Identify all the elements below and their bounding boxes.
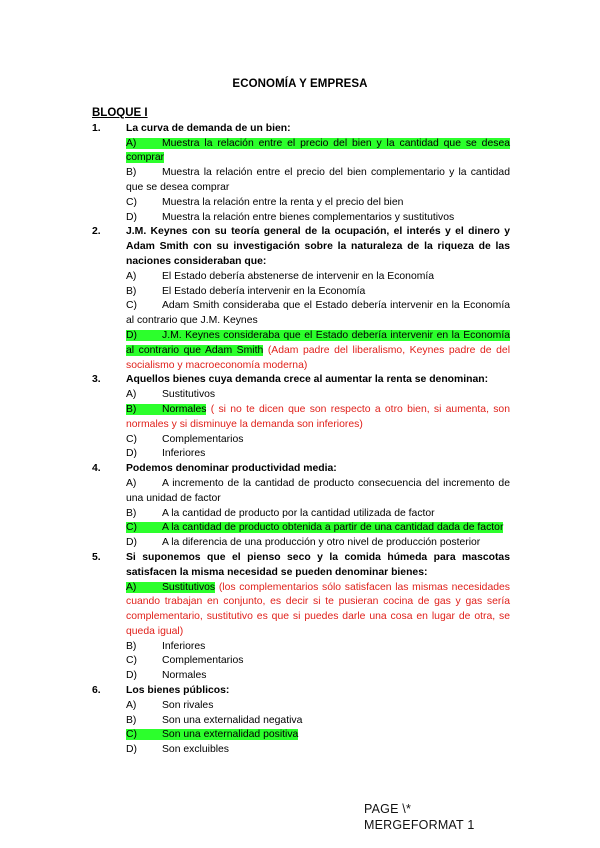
answer-option [126,166,510,196]
option-letter: B) [126,714,137,726]
answer-body [126,715,302,726]
answer-body [126,670,206,681]
answer-option [126,285,510,300]
correct-answer-highlight [126,729,298,740]
option-letter: C) [126,655,137,667]
answer-option [126,403,510,433]
answer-body [126,286,365,297]
option-text: El Estado debería intervenir en la Economía [162,285,366,297]
question-text: J.M. Keynes con su teoría general de la ocupación, el interés y el dinero y Adam Smith con su investigación sobre la naturaleza de la riqueza de las naciones consideraban que: [126,226,510,267]
option-letter: A) [126,699,137,711]
option-text: A la diferencia de una producción y otro nivel de producción posterior [162,537,481,549]
option-text: Normales [162,403,207,415]
option-letter: A) [126,389,137,401]
answer-option [126,433,510,448]
correct-answer-highlight [126,404,206,415]
answer-option [126,270,510,285]
answer-option [126,536,510,551]
answer-body [126,700,213,711]
answer-option [126,640,510,655]
answer-body [126,478,510,504]
answer-body [126,448,205,459]
question-text: Aquellos bienes cuya demanda crece al aumentar la renta se denominan: [126,374,489,386]
option-text: Son una externalidad positiva [162,729,299,741]
answer-option [126,507,510,522]
answer-option [126,299,510,329]
option-text: Muestra la relación entre el precio del bien y la cantidad que se desea comprar [126,137,510,164]
option-text: Adam Smith consideraba que el Estado debería intervenir en la Economía al contrario que J.M. Keynes [126,300,510,327]
option-text: Muestra la relación entre la renta y el precio del bien [162,196,404,208]
answer-option [126,447,510,462]
option-letter: D) [126,537,137,549]
question-text: Podemos denominar productividad media: [126,463,337,475]
question-number: 5. [92,551,101,563]
answer-option [126,388,510,403]
option-text: Son rivales [162,699,214,711]
option-text: A la cantidad de producto por la cantidad utilizada de factor [162,507,435,519]
option-text: Son una externalidad negativa [162,714,303,726]
question-number: 2. [92,226,101,238]
question [92,462,510,477]
correct-answer-highlight [126,522,503,533]
question-number: 6. [92,685,101,697]
option-text: El Estado debería abstenerse de intervenir en la Economía [162,270,435,282]
answer-option [126,743,510,758]
answer-option [126,654,510,669]
option-letter: C) [126,196,137,208]
question-number: 1. [92,122,101,134]
option-letter: B) [126,507,137,519]
option-letter: D) [126,211,137,223]
question-text: Si suponemos que el pienso seco y la comida húmeda para mascotas satisfacen la misma necesidad se pueden denominar bienes: [126,551,510,578]
answer-option [126,521,510,536]
option-letter: A) [126,581,137,593]
option-text: Complementarios [162,655,244,667]
option-letter: D) [126,670,137,682]
question-list [92,122,510,758]
answer-option [126,669,510,684]
footer-line-2: MERGEFORMAT 1 [364,818,475,832]
answer-body [126,271,434,282]
answer-body [126,167,510,193]
answer-body [126,508,435,519]
option-text: Muestra la relación entre bienes complementarios y sustitutivos [162,211,455,223]
option-letter: A) [126,270,137,282]
answer-body [126,744,229,755]
option-letter: D) [126,744,137,756]
document-title: ECONOMÍA Y EMPRESA [232,78,368,90]
option-text: Sustitutivos [162,581,216,593]
option-text: A incremento de la cantidad de producto consecuencia del incremento de una unidad de factor [126,477,510,504]
answer-body [126,655,243,666]
answer-option [126,329,510,373]
option-letter: A) [126,137,137,149]
annotation-note: ( si no te dicen que son respecto a otro bien, si aumenta, son normales y si disminuye la demanda son inferiores) [126,403,510,430]
option-letter: B) [126,167,137,179]
question-block [92,106,510,758]
option-text: Muestra la relación entre el precio del bien complementario y la cantidad que se desea comprar [126,167,510,193]
answer-body [126,434,243,445]
answer-option [126,728,510,743]
question [92,684,510,699]
question-number: 4. [92,463,101,475]
option-text: J.M. Keynes consideraba que el Estado debería intervenir en la Economía al contrario que Adam Smith [126,329,510,356]
answer-body [126,197,403,208]
option-text: Complementarios [162,433,244,445]
annotation-note: (Adam padre del liberalismo, Keynes padre de del socialismo y macroeconomía moderna) [126,344,511,371]
option-letter: C) [126,522,137,534]
option-letter: A) [126,477,137,489]
option-text: Sustitutivos [162,389,216,401]
correct-answer-highlight [126,582,215,593]
answer-body [126,389,215,400]
question [92,122,510,137]
answer-body [126,641,205,652]
option-text: A la cantidad de producto obtenida a partir de una cantidad dada de factor [162,522,504,534]
option-letter: C) [126,433,137,445]
option-letter: B) [126,285,137,297]
answer-option [126,211,510,226]
question [92,551,510,581]
option-text: Normales [162,670,207,682]
answer-body [126,300,510,326]
footer-line-1: PAGE \* [364,802,412,816]
option-letter: C) [126,729,137,741]
answer-body [126,212,454,223]
option-text: Son excluibles [162,744,230,756]
question-number: 3. [92,374,101,386]
page-footer [364,801,474,833]
option-letter: B) [126,403,137,415]
answer-option [126,196,510,211]
correct-answer-highlight [126,138,510,164]
option-letter: C) [126,300,137,312]
answer-body [126,537,480,548]
option-text: Inferiores [162,448,206,460]
answer-option [126,477,510,507]
question [92,225,510,269]
answer-option [126,137,510,167]
question-text: La curva de demanda de un bien: [126,122,291,134]
option-text: Inferiores [162,640,206,652]
annotation-note: (los complementarios sólo satisfacen las mismas necesidades cuando trabajan en conjunto, es decir si te pusieran cocina de gas y gas sería complementario, sustitutivo es que si puedes darle una cosa en lugar de otra, se queda igual) [126,581,510,637]
section-title: BLOQUE I [92,107,148,119]
option-letter: D) [126,329,137,341]
answer-option [126,714,510,729]
answer-option [126,581,510,640]
option-letter: B) [126,640,137,652]
answer-option [126,699,510,714]
question [92,373,510,388]
question-text: Los bienes públicos: [126,685,230,697]
option-letter: D) [126,448,137,460]
